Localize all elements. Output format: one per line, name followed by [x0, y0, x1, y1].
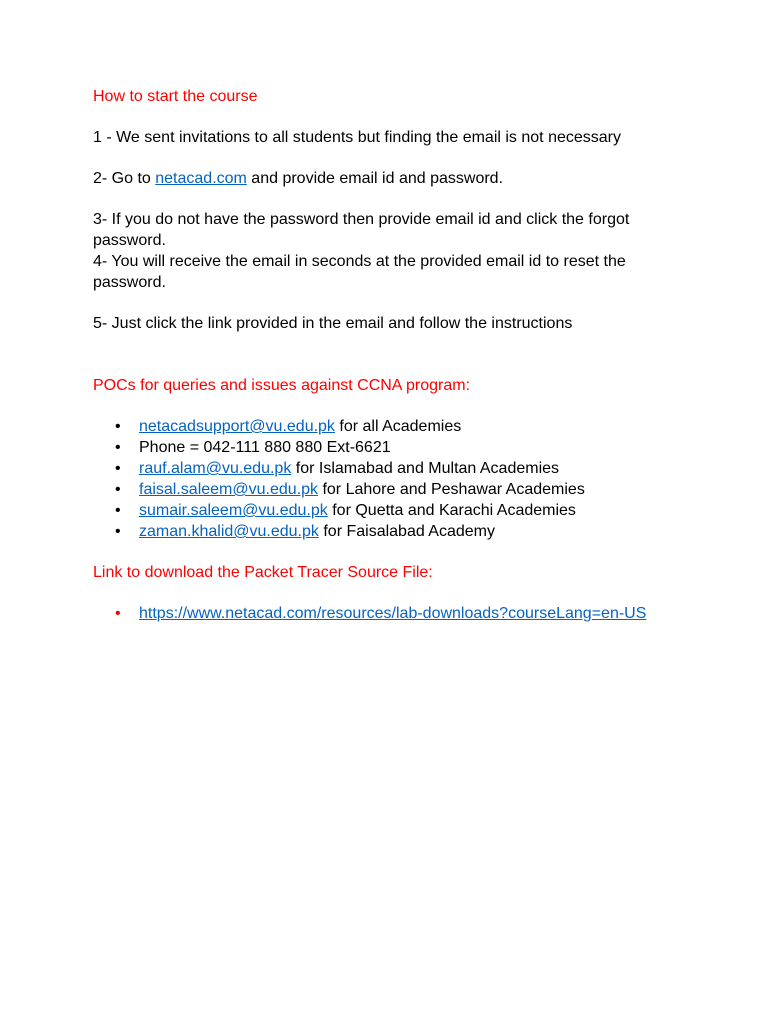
step-5: 5- Just click the link provided in the email and follow the instructions: [93, 315, 573, 332]
contact-description: for Lahore and Peshawar Academies: [318, 481, 585, 498]
list-item: [93, 500, 673, 521]
contact-email-link[interactable]: rauf.alam@vu.edu.pk: [139, 460, 292, 477]
contacts-list: [93, 416, 673, 542]
bullet-icon: •: [115, 418, 121, 435]
step-2-prefix: 2- Go to: [93, 170, 156, 187]
contact-description: for Islamabad and Multan Academies: [291, 460, 560, 477]
list-item: [93, 603, 673, 624]
step-4: 4- You will receive the email in seconds at the provided email id to reset the password.: [93, 253, 626, 291]
download-heading: Link to download the Packet Tracer Source File:: [93, 564, 433, 581]
bullet-icon: •: [115, 439, 121, 456]
contact-email-link[interactable]: netacadsupport@vu.edu.pk: [139, 418, 335, 435]
contact-email-link[interactable]: faisal.saleem@vu.edu.pk: [139, 481, 318, 498]
pocs-heading: POCs for queries and issues against CCNA program:: [93, 377, 471, 394]
bullet-icon: •: [115, 502, 121, 519]
netacad-link[interactable]: netacad.com: [155, 170, 247, 187]
bullet-icon: •: [115, 605, 121, 622]
contact-description: for all Academies: [334, 418, 462, 435]
step-2-suffix: and provide email id and password.: [246, 170, 504, 187]
contact-description: for Faisalabad Academy: [318, 523, 495, 540]
list-item: [93, 521, 673, 542]
step-2: [93, 168, 673, 189]
contact-description: for Quetta and Karachi Academies: [327, 502, 576, 519]
document-page: [93, 86, 673, 624]
bullet-icon: •: [115, 481, 121, 498]
list-item: [93, 437, 673, 458]
list-item: [93, 458, 673, 479]
phone-number: Phone = 042-111 880 880 Ext-6621: [139, 439, 391, 456]
contact-email-link[interactable]: sumair.saleem@vu.edu.pk: [139, 502, 328, 519]
contact-email-link[interactable]: zaman.khalid@vu.edu.pk: [139, 523, 319, 540]
download-list: [93, 603, 673, 624]
start-course-heading: How to start the course: [93, 88, 258, 105]
step-1: 1 - We sent invitations to all students but finding the email is not necessary: [93, 129, 621, 146]
bullet-icon: •: [115, 523, 121, 540]
list-item: [93, 416, 673, 437]
bullet-icon: •: [115, 460, 121, 477]
step-3: 3- If you do not have the password then provide email id and click the forgot password.: [93, 211, 630, 249]
list-item: [93, 479, 673, 500]
packet-tracer-download-link[interactable]: https://www.netacad.com/resources/lab-downloads?courseLang=en-US: [139, 605, 647, 622]
